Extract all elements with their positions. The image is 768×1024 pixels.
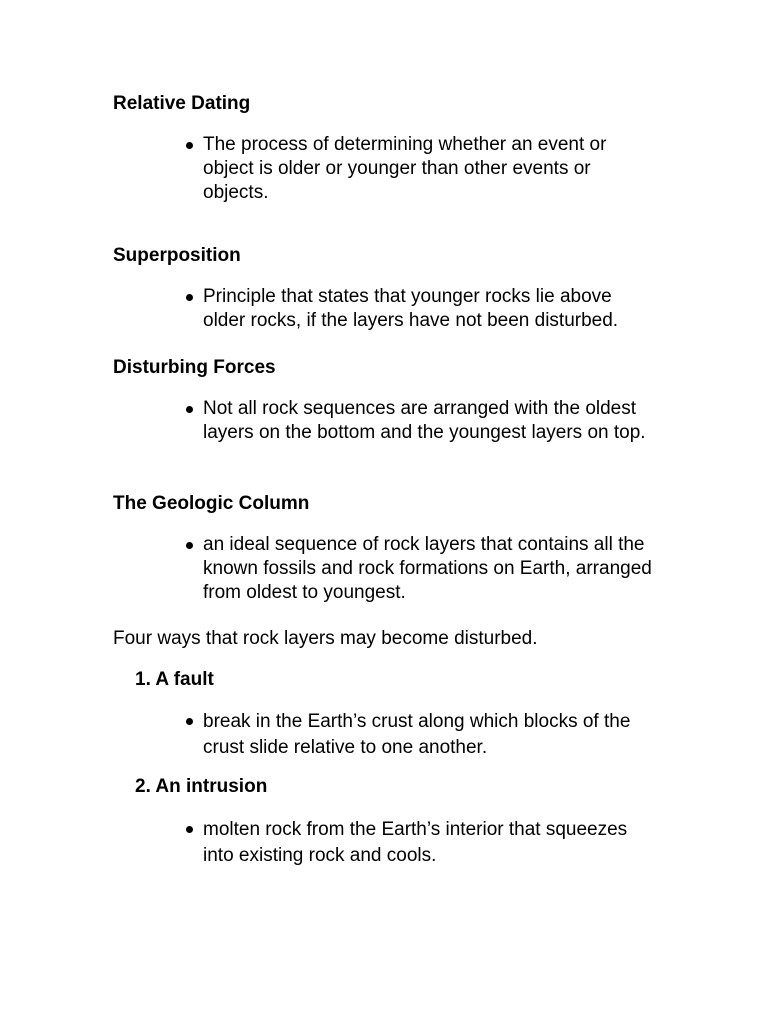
way-label-fault: 1. A fault xyxy=(135,669,214,690)
bullet-text: molten rock from the Earth’s interior that squeezes into existing rock and cools. xyxy=(203,819,628,866)
bullet-text: an ideal sequence of rock layers that contains all the known fossils and rock formations on Earth, arranged from oldest to youngest. xyxy=(203,534,652,603)
bullet-text: The process of determining whether an event or object is older or younger than other events or objects. xyxy=(203,134,607,203)
bullet-dot-icon xyxy=(185,133,203,205)
bullet-fault xyxy=(185,709,655,761)
bullet-disturbing-forces xyxy=(185,397,655,445)
bullet-geologic-column xyxy=(185,533,655,605)
bullet-dot-icon xyxy=(185,533,203,605)
bullet-dot-icon xyxy=(185,817,203,869)
bullet-dot-icon xyxy=(185,285,203,333)
bullet-text: Not all rock sequences are arranged with the oldest layers on the bottom and the youngest layers on top. xyxy=(203,398,646,443)
heading-superposition: Superposition xyxy=(113,245,241,266)
bullet-text: break in the Earth’s crust along which blocks of the crust slide relative to one another. xyxy=(203,711,631,758)
heading-geologic-column: The Geologic Column xyxy=(113,493,310,514)
bullet-superposition xyxy=(185,285,655,333)
bullet-dot-icon xyxy=(185,709,203,761)
intro-text: Four ways that rock layers may become disturbed. xyxy=(113,628,538,649)
bullet-intrusion xyxy=(185,817,655,869)
way-label-intrusion: 2. An intrusion xyxy=(135,776,268,797)
heading-relative-dating: Relative Dating xyxy=(113,93,251,114)
heading-disturbing-forces: Disturbing Forces xyxy=(113,357,276,378)
bullet-text: Principle that states that younger rocks lie above older rocks, if the layers have not been disturbed. xyxy=(203,286,619,331)
bullet-dot-icon xyxy=(185,397,203,445)
bullet-relative-dating xyxy=(185,133,655,205)
